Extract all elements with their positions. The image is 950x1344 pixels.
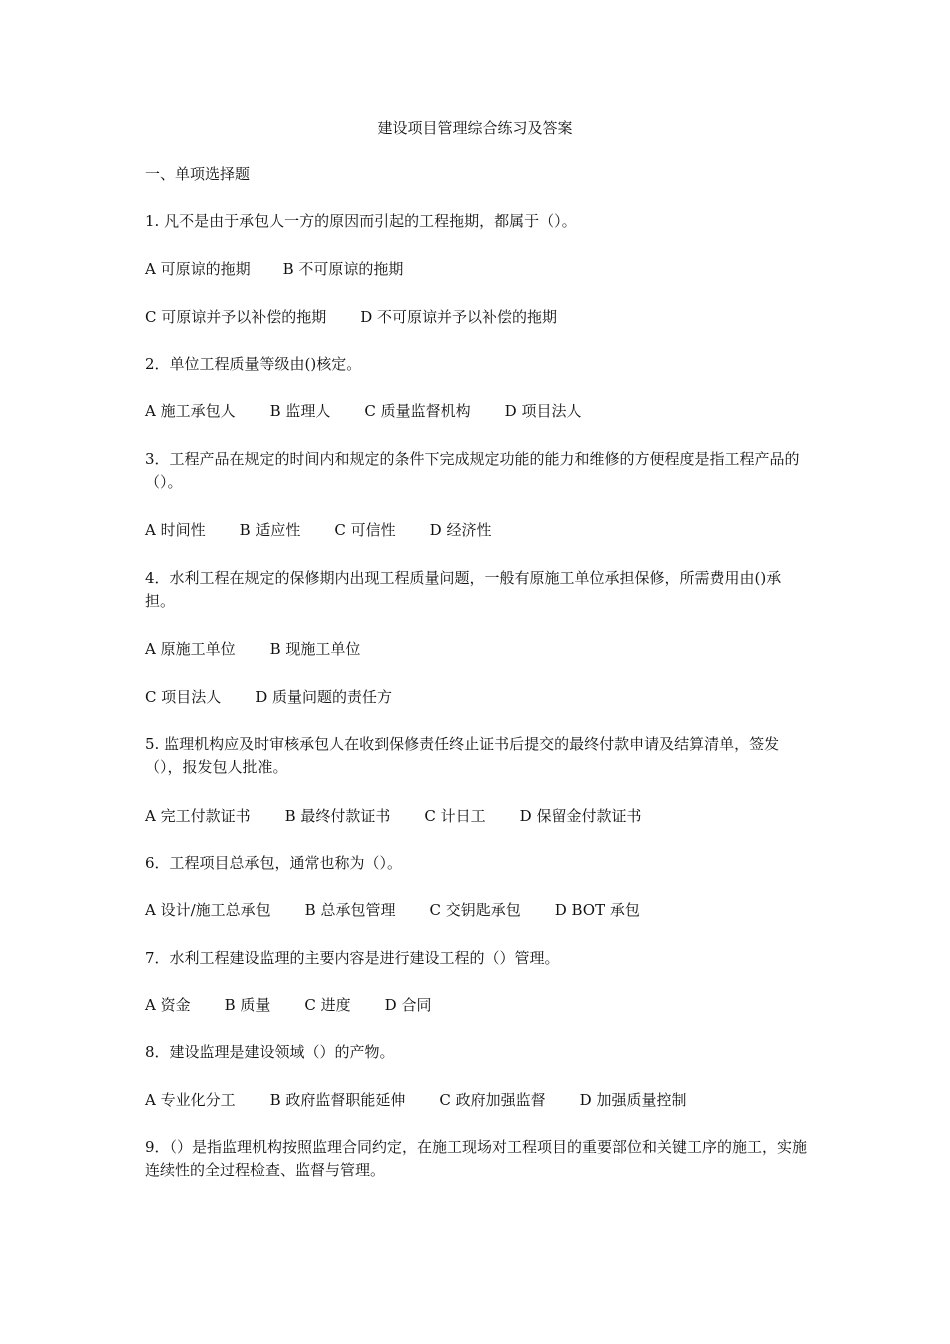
option-c: C 政府加强监督 [439,1091,546,1109]
question-5-stem: 5. 监理机构应及时审核承包人在收到保修责任终止证书后提交的最终付款申请及结算清单，签发（），报发包人批准。 [145,735,780,776]
option-d: D 加强质量控制 [579,1091,687,1109]
question-2-options [145,400,810,423]
option-b: B 不可原谅的拖期 [282,260,404,278]
option-d: D 项目法人 [504,402,582,420]
question-5-options [145,805,810,828]
option-d: D 质量问题的责任方 [255,688,393,706]
question-8-stem: 8．建设监理是建设领域（）的产物。 [145,1043,395,1061]
option-c: C 项目法人 [145,688,222,706]
option-b: B 政府监督职能延伸 [269,1091,406,1109]
question-8-options [145,1089,810,1112]
question-7-options [145,994,810,1017]
option-b: B 适应性 [239,521,301,539]
question-2-stem: 2．单位工程质量等级由()核定。 [145,355,362,373]
question-9-stem: 9．（）是指监理机构按照监理合同约定，在施工现场对工程项目的重要部位和关键工序的施工，实施连续性的全过程检查、监督与管理。 [145,1138,808,1179]
question-4-options-row-1 [145,638,810,661]
section-heading: 一、单项选择题 [145,165,251,183]
question-3-options [145,519,810,542]
question-1-options-row-1 [145,258,810,281]
option-c: C 可原谅并予以补偿的拖期 [145,308,327,326]
question-7-stem: 7．水利工程建设监理的主要内容是进行建设工程的（）管理。 [145,949,560,967]
option-a: A 施工承包人 [145,402,236,420]
option-a: A 设计/施工总承包 [145,901,271,919]
question-4-options-row-2 [145,686,810,709]
question-6-stem: 6．工程项目总承包，通常也称为（）。 [145,854,403,872]
document-title: 建设项目管理综合练习及答案 [377,119,573,137]
option-d: D 合同 [384,996,432,1014]
question-4-stem: 4．水利工程在规定的保修期内出现工程质量问题，一般有原施工单位承担保修，所需费用由()承担。 [145,569,782,610]
option-c: C 进度 [304,996,351,1014]
option-a: A 原施工单位 [145,640,236,658]
option-d: D 保留金付款证书 [519,807,642,825]
question-1-options-row-2 [145,306,810,329]
option-b: B 总承包管理 [304,901,396,919]
option-d: D BOT 承包 [554,901,640,919]
question-1-stem: 1. 凡不是由于承包人一方的原因而引起的工程拖期，都属于（）。 [145,212,577,230]
question-3-stem: 3．工程产品在规定的时间内和规定的条件下完成规定功能的能力和维修的方便程度是指工程产品的（）。 [145,450,800,491]
option-b: B 质量 [224,996,271,1014]
option-b: B 现施工单位 [269,640,361,658]
option-a: A 专业化分工 [145,1091,236,1109]
option-d: D 经济性 [429,521,492,539]
option-a: A 时间性 [145,521,206,539]
option-c: C 质量监督机构 [364,402,471,420]
option-a: A 完工付款证书 [145,807,251,825]
option-b: B 监理人 [269,402,331,420]
question-6-options [145,899,810,922]
option-c: C 可信性 [334,521,396,539]
option-a: A 资金 [145,996,191,1014]
option-c: C 计日工 [424,807,486,825]
option-c: C 交钥匙承包 [429,901,521,919]
option-a: A 可原谅的拖期 [145,260,251,278]
option-d: D 不可原谅并予以补偿的拖期 [360,308,558,326]
option-b: B 最终付款证书 [284,807,391,825]
